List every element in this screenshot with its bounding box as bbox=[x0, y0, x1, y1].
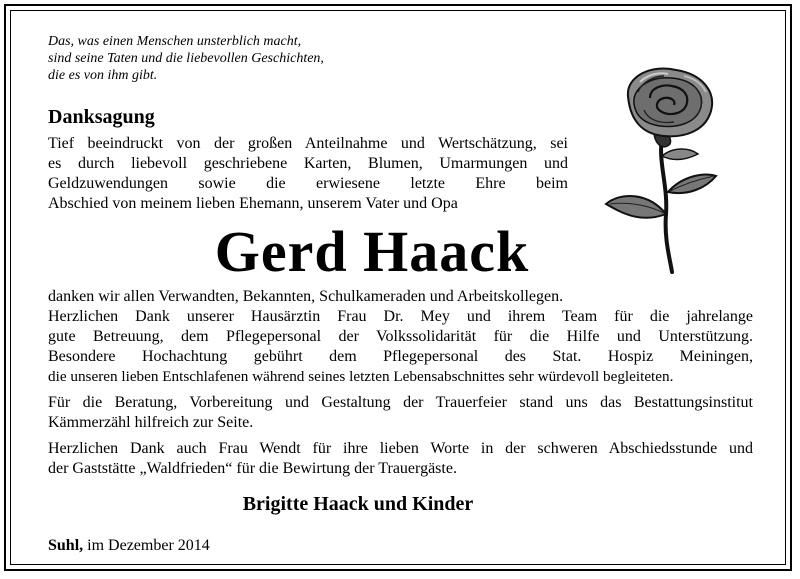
rose-leaf-left bbox=[606, 196, 666, 218]
deceased-name: Gerd Haack bbox=[214, 219, 530, 284]
intro-line: es durch liebevoll geschriebene Karten, Blumen, Umarmungen und bbox=[48, 155, 568, 172]
body-line: Kämmerzähl hilfreich zur Seite. bbox=[48, 414, 254, 431]
motto-quote bbox=[48, 33, 324, 84]
body-line: die unseren lieben Entschlafenen während seines letzten Lebensabschnittes sehr würdevoll begleiteten. bbox=[48, 368, 674, 385]
thanks-paragraph bbox=[48, 393, 753, 433]
signature: Brigitte Haack und Kinder bbox=[242, 493, 474, 515]
thanks-body bbox=[48, 287, 753, 479]
intro-line: Tief beeindruckt von der großen Anteilnahme und Wertschätzung, sei bbox=[48, 135, 568, 152]
motto-line: die es von ihm gibt. bbox=[48, 68, 158, 83]
body-line: Herzlichen Dank auch Frau Wendt für ihre lieben Worte in der schweren Abschiedsstunde und bbox=[48, 440, 753, 457]
body-line: danken wir allen Verwandten, Bekannten, Schulkameraden und Arbeitskollegen. bbox=[48, 288, 564, 305]
body-line: der Gaststätte „Waldfrieden“ für die Bewirtung der Trauergäste. bbox=[48, 460, 457, 477]
place-date-text: im Dezember 2014 bbox=[87, 537, 210, 554]
body-line: Herzlichen Dank unserer Hausärztin Frau Dr. Mey und ihrem Team für die jahrelange bbox=[48, 308, 753, 325]
place-date bbox=[48, 537, 210, 555]
intro-line: Abschied von meinem lieben Ehemann, unserem Vater und Opa bbox=[48, 195, 458, 212]
thanks-paragraph bbox=[48, 439, 753, 479]
thanks-paragraph bbox=[48, 287, 753, 387]
motto-line: Das, was einen Menschen unsterblich macht, bbox=[48, 34, 302, 49]
body-line: gute Betreuung, dem Pflegepersonal der Volkssolidarität für die Hilfe und Unterstützung. bbox=[48, 328, 753, 345]
body-line: Besondere Hochachtung gebührt dem Pflegepersonal des Stat. Hospiz Meiningen, bbox=[48, 348, 753, 365]
place-city: Suhl, bbox=[48, 537, 84, 554]
heading-danksagung: Danksagung bbox=[48, 106, 155, 128]
intro-line: Geldzuwendungen sowie die erwiesene letzte Ehre beim bbox=[48, 175, 568, 192]
intro-paragraph bbox=[48, 134, 568, 214]
motto-line: sind seine Taten und die liebevollen Geschichten, bbox=[48, 51, 324, 66]
body-line: Für die Beratung, Vorbereitung und Gestaltung der Trauerfeier stand uns das Bestattungsinstitut bbox=[48, 394, 753, 411]
rose-leaf-top bbox=[662, 149, 698, 160]
